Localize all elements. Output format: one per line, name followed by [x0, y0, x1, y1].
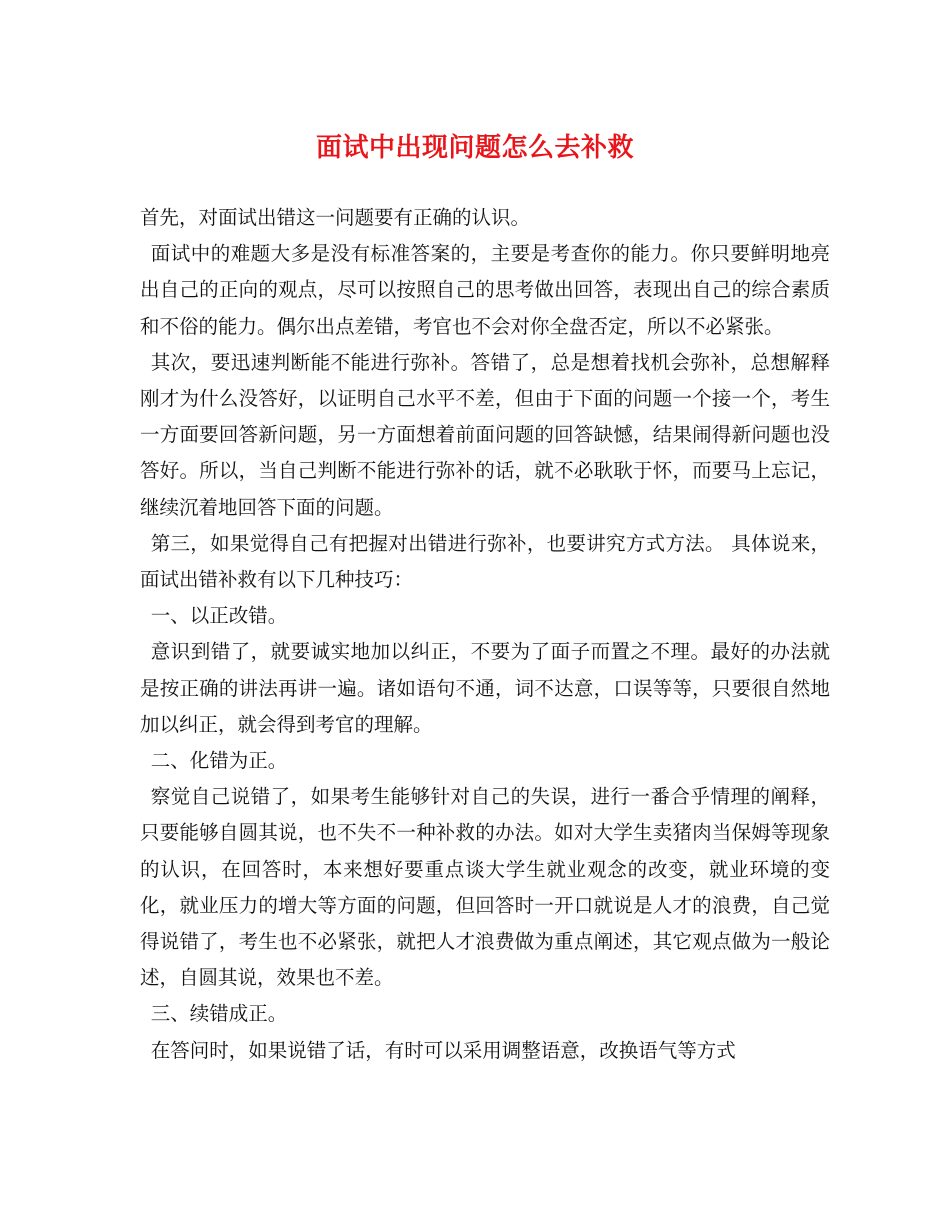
- heading-method-3: 三、续错成正。: [150, 1002, 288, 1026]
- paragraph-method-2: 察觉自己说错了，如果考生能够针对自己的失误，进行一番合乎情理的阐释，只要能够自圆其说，也不失不一种补救的办法。如对大学生卖猪肉当保姆等现象的认识，在回答时，本来想好要重点谈大学生就业观念的改变，就业环境的变化，就业压力的增大等方面的问题，但回答时一开口就说是人才的浪费，自己觉得说错了，考生也不必紧张，就把人才浪费做为重点阐述，其它观点做为一般论述，自圆其说，效果也不差。: [140, 785, 830, 990]
- paragraph-third: 第三，如果觉得自己有把握对出错进行弥补，也要讲究方式方法。 具体说来，面试出错补救有以下几种技巧：: [140, 531, 830, 592]
- document-title: 面试中出现问题怎么去补救: [315, 133, 634, 163]
- heading-method-1: 一、以正改错。: [150, 604, 288, 628]
- paragraph-intro: 首先，对面试出错这一问题要有正确的认识。: [140, 206, 531, 229]
- paragraph-second: 其次，要迅速判断能不能进行弥补。答错了，总是想着找机会弥补，总想解释刚才为什么没答好，以证明自己水平不差，但由于下面的问题一个接一个，考生一方面要回答新问题，另一方面想着前面问题的回答缺憾，结果闹得新问题也没答好。所以，当自己判断不能进行弥补的话，就不必耿耿于怀，而要马上忘记，继续沉着地回答下面的问题。: [140, 350, 830, 519]
- paragraph-method-3: 在答问时，如果说错了话，有时可以采用调整语意，改换语气等方式: [150, 1038, 736, 1062]
- heading-method-2: 二、化错为正。: [150, 749, 288, 773]
- document-body: [140, 200, 830, 1069]
- paragraph-difficulty: 面试中的难题大多是没有标准答案的，主要是考查你的能力。你只要鲜明地亮出自己的正向的观点，尽可以按照自己的思考做出回答，表现出自己的综合素质和不俗的能力。偶尔出点差错，考官也不会对你全盘否定，所以不必紧张。: [140, 242, 830, 338]
- paragraph-method-1: 意识到错了，就要诚实地加以纠正，不要为了面子而置之不理。最好的办法就是按正确的讲法再讲一遍。诸如语句不通，词不达意，口误等等，只要很自然地加以纠正，就会得到考官的理解。: [140, 640, 830, 736]
